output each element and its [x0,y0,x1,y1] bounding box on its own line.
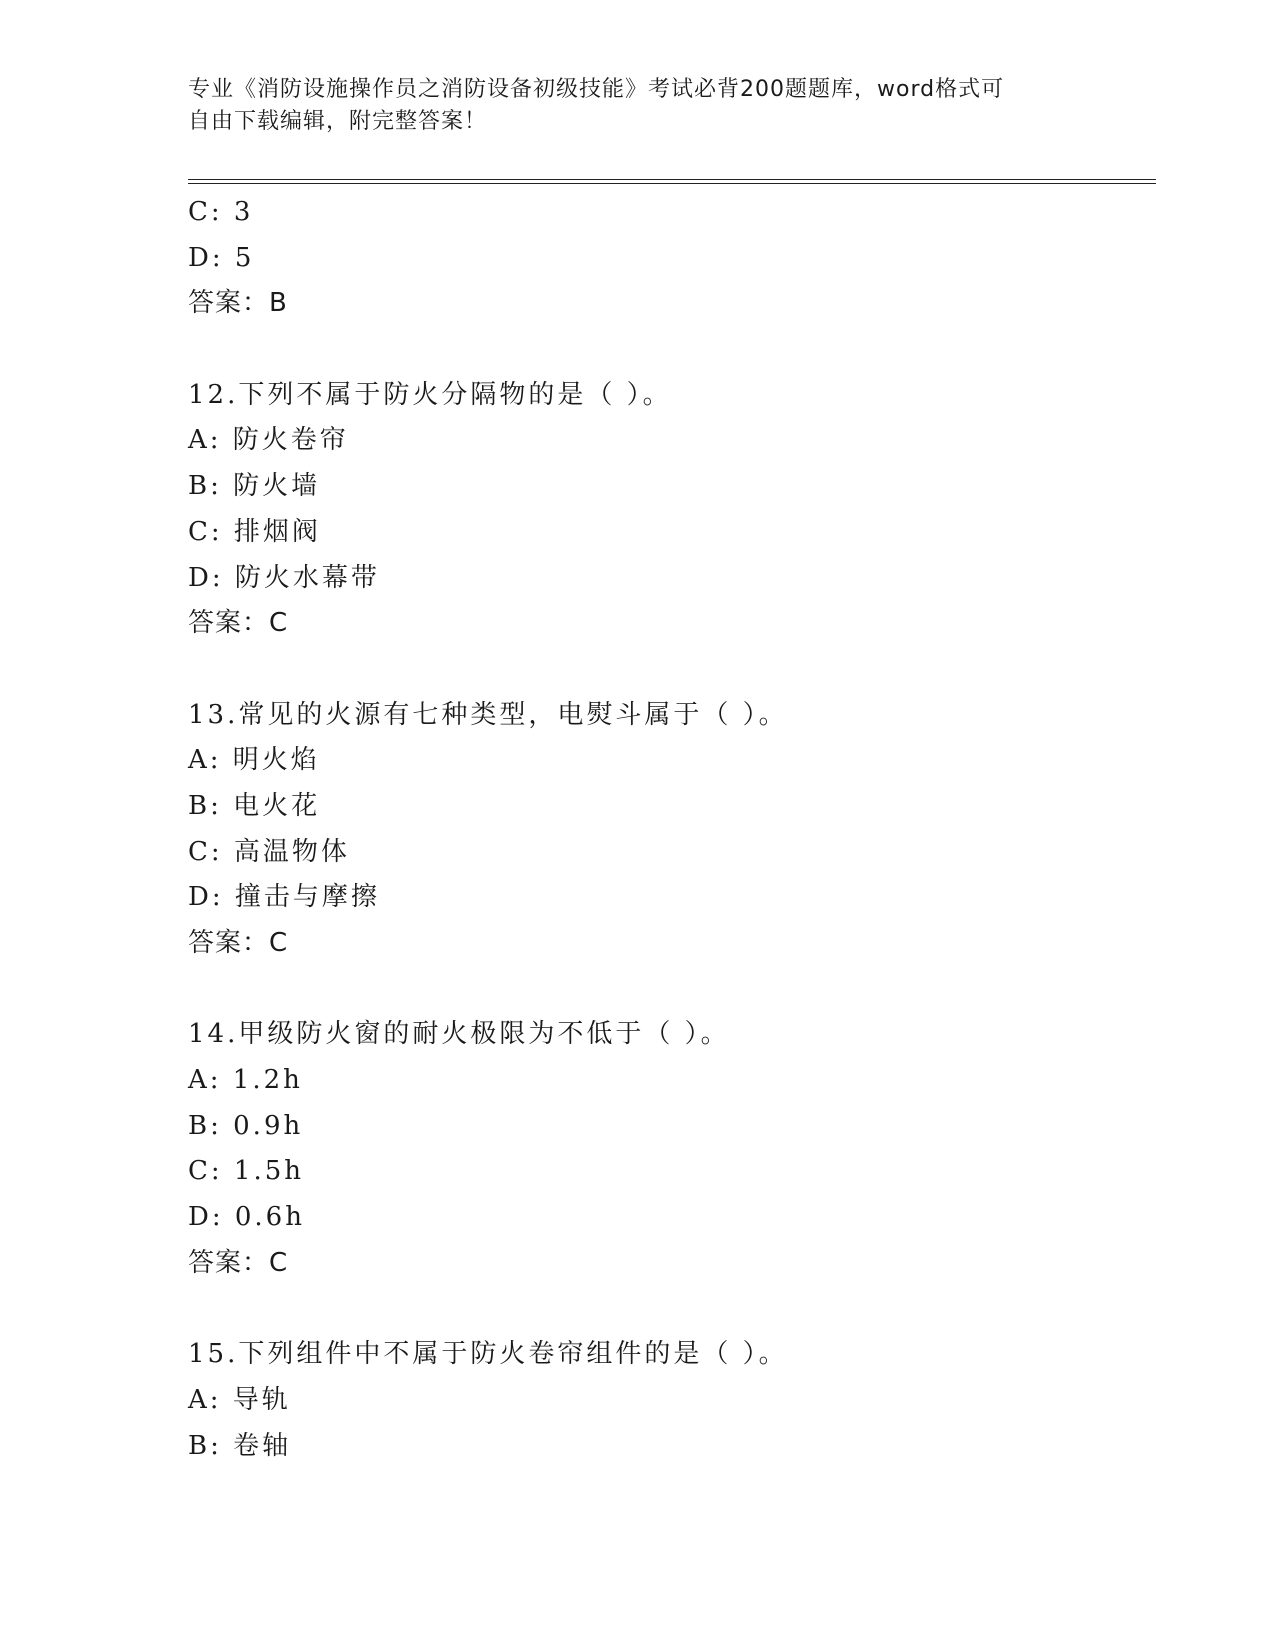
option-a: A: 明火焰 [188,745,320,776]
option-b: B: 0.9h [188,1110,304,1141]
question-15 [188,1332,1148,1469]
question-12 [188,373,1148,647]
header-divider-bottom [188,183,1156,184]
spacer [188,967,1148,1013]
answer-line: 答案：C [188,608,289,639]
question-stem: 15.下列组件中不属于防火卷帘组件的是（ ）。 [188,1339,788,1370]
spacer [188,647,1148,693]
option-a: A: 导轨 [188,1384,291,1415]
question-list [188,190,1148,1469]
question-stem: 14.甲级防火窗的耐火极限为不低于（ ）。 [188,1019,730,1050]
spacer [188,1287,1148,1333]
option-b: B: 电火花 [188,790,321,821]
option-c: C: 1.5h [188,1156,305,1187]
option-d: D: 0.6h [188,1202,305,1233]
question-14 [188,1012,1148,1286]
header-line-1: 专业《消防设施操作员之消防设备初级技能》考试必背200题题库，word格式可 [188,77,1005,102]
question-stem: 12.下列不属于防火分隔物的是（ ）。 [188,379,672,410]
option-d: D: 撞击与摩擦 [188,882,380,913]
option-b: B: 防火墙 [188,471,321,502]
question-11-tail [188,190,1148,327]
answer-line: 答案：C [188,1247,289,1278]
question-13 [188,693,1148,967]
option-c: C: 排烟阀 [188,516,321,547]
document-header [188,74,1088,138]
option-a: A: 1.2h [188,1065,303,1096]
header-line-2: 自由下载编辑，附完整答案！ [188,109,488,134]
option-a: A: 防火卷帘 [188,425,349,456]
spacer [188,327,1148,373]
answer-line: 答案：C [188,928,289,958]
answer-line: 答案：B [188,288,288,319]
option-b: B: 卷轴 [188,1430,292,1461]
option-d: D: 5 [188,242,255,273]
question-stem: 13.常见的火源有七种类型，电熨斗属于（ ）。 [188,699,788,730]
option-c: C: 3 [188,197,254,227]
option-c: C: 高温物体 [188,836,350,867]
option-d: D: 防火水幕带 [188,562,380,593]
header-divider-top [188,179,1156,180]
